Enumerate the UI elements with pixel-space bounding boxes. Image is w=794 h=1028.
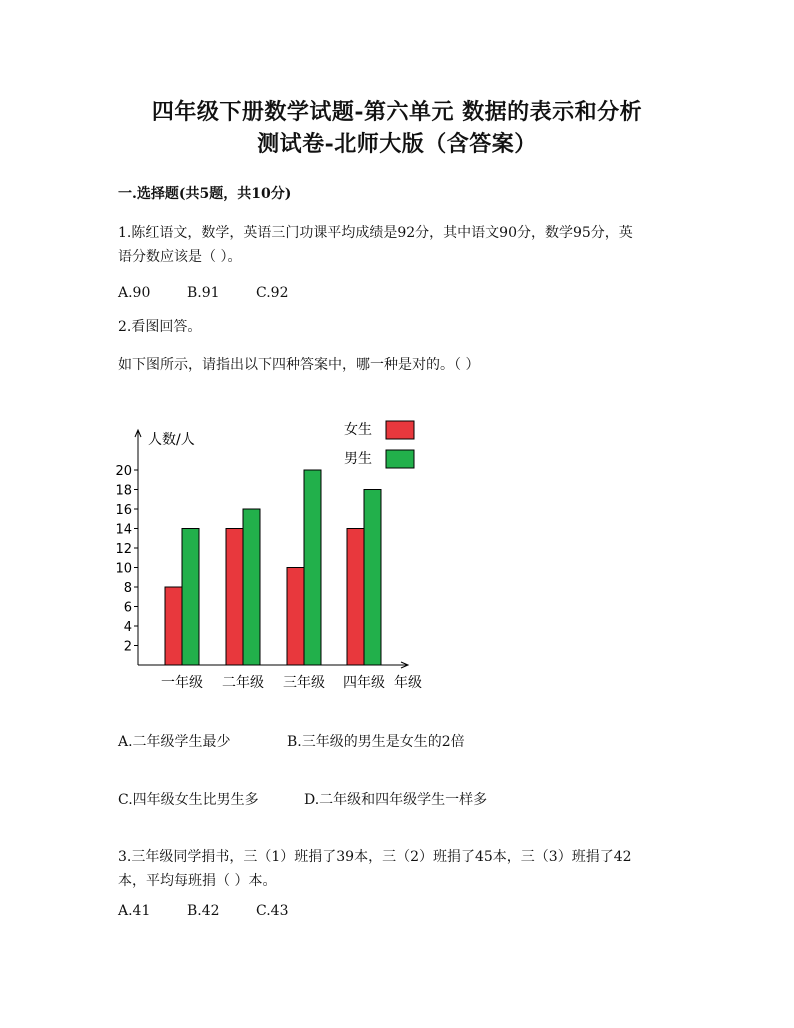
y-tick-label: 2 [123, 639, 132, 655]
y-axis-label: 人数/人 [148, 432, 195, 448]
q2-option-c: C.四年级女生比男生多 [118, 792, 259, 808]
page-subtitle: 测试卷-北师大版（含答案） [257, 131, 537, 157]
q1-option-c: C.92 [256, 285, 289, 301]
bar-boys-1 [182, 529, 199, 666]
y-tick-label: 20 [115, 464, 132, 479]
bar-boys-4 [364, 490, 381, 666]
q2-text: 2.看图回答。 [118, 319, 202, 335]
x-tick-label: 四年级 [343, 675, 385, 691]
q3-option-a: A.41 [118, 903, 151, 919]
q3-option-b: B.42 [187, 903, 220, 919]
y-tick-label: 10 [115, 561, 132, 577]
q3-option-c: C.43 [256, 903, 289, 919]
q1-text-line2: 语分数应该是（ ）。 [118, 249, 242, 265]
y-tick-label: 14 [115, 522, 132, 538]
q3-text-line1: 3.三年级同学捐书，三（1）班捐了39本，三（2）班捐了45本，三（3）班捐了42 [118, 849, 632, 865]
section-heading: 一.选择题(共5题，共10分) [118, 186, 292, 202]
y-tick-label: 4 [123, 620, 132, 635]
x-axis-label: 年级 [394, 675, 422, 691]
q1-text-line1: 1.陈红语文，数学，英语三门功课平均成绩是92分，其中语文90分，数学95分，英 [118, 225, 633, 241]
x-tick-label: 二年级 [222, 675, 264, 691]
bar-girls-4 [347, 529, 364, 666]
y-tick-label: 12 [115, 542, 132, 557]
bar-chart [115, 405, 438, 695]
page-title: 四年级下册数学试题-第六单元 数据的表示和分析 [151, 99, 643, 125]
q3-text-line2: 本，平均每班捐（ ）本。 [118, 873, 277, 889]
legend-label-boys: 男生 [344, 451, 372, 467]
legend-swatch-boys [386, 450, 414, 468]
bar-girls-1 [165, 587, 182, 665]
y-tick-label: 18 [115, 483, 132, 499]
q2-option-d: D.二年级和四年级学生一样多 [304, 792, 488, 808]
legend-swatch-girls [386, 421, 414, 439]
bar-boys-2 [243, 509, 260, 665]
q2-option-a: A.二年级学生最少 [118, 734, 231, 750]
bar-girls-3 [287, 568, 304, 666]
y-tick-label: 8 [123, 581, 132, 596]
q1-option-a: A.90 [118, 285, 151, 301]
bar-girls-2 [226, 529, 243, 666]
legend-label-girls: 女生 [344, 422, 372, 438]
x-tick-label: 三年级 [283, 675, 325, 691]
x-tick-label: 一年级 [161, 675, 203, 691]
q1-option-b: B.91 [187, 285, 220, 301]
y-tick-label: 16 [115, 503, 132, 518]
q2-prompt: 如下图所示，请指出以下四种答案中，哪一种是对的。（ ） [118, 357, 480, 373]
bar-boys-3 [304, 470, 321, 665]
q2-option-b: B.三年级的男生是女生的2倍 [287, 734, 465, 750]
y-tick-label: 6 [123, 600, 132, 616]
